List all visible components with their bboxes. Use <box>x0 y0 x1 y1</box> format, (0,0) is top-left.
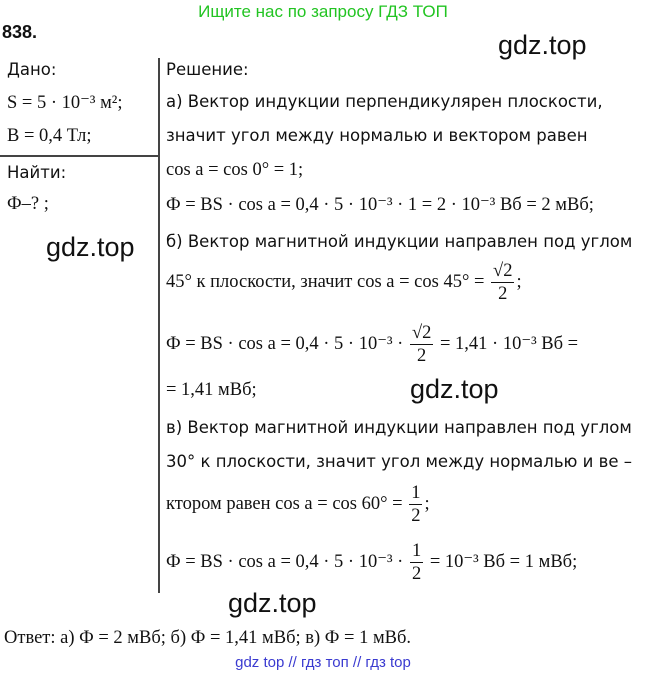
horizontal-divider <box>0 155 158 157</box>
fraction-sqrt2-over-2-b <box>410 322 433 367</box>
vertical-divider <box>158 58 160 593</box>
solution-b-line4: = 1,41 мВб; <box>166 380 257 400</box>
footer-links: gdz top // гдз топ // гдз top <box>235 654 411 671</box>
answer: Ответ: а) Ф = 2 мВб; б) Ф = 1,41 мВб; в) Ф = 1 мВб. <box>4 628 412 648</box>
solution-a-line4: Ф = BS · cos a = 0,4 · 5 · 10⁻³ · 1 = 2 · 10⁻³ Вб = 2 мВб; <box>166 195 594 215</box>
solution-b-line3 <box>166 322 578 367</box>
solution-c-line4-result: = 10⁻³ Вб = 1 мВб; <box>429 551 578 572</box>
fraction-denominator: 2 <box>411 564 422 584</box>
solution-b-line3-text: Ф = BS · cos a = 0,4 · 5 · 10⁻³ · <box>166 333 404 354</box>
given-b: B = 0,4 Тл; <box>7 126 92 146</box>
solution-a-line2: значит угол между нормалью и вектором равен <box>166 126 588 145</box>
fraction-numerator: 1 <box>411 483 421 503</box>
fraction-numerator: √2 <box>493 261 513 281</box>
watermark-4: gdz.top <box>228 588 317 618</box>
watermark-1: gdz.top <box>498 30 587 60</box>
solution-c-line3-text: ктором равен cos a = cos 60° = <box>166 493 403 514</box>
fraction-denominator: 2 <box>498 284 508 304</box>
solution-c-line3-end: ; <box>424 493 430 514</box>
solution-c-line4-text: Ф = BS · cos a = 0,4 · 5 · 10⁻³ · <box>166 551 404 572</box>
solution-b-line2-end: ; <box>516 271 522 292</box>
fraction-1-over-2-b <box>410 540 423 585</box>
watermark-2: gdz.top <box>46 232 135 262</box>
fraction-denominator: 2 <box>411 506 421 526</box>
fraction-denominator: 2 <box>417 346 427 366</box>
solution-header: Решение: <box>166 60 249 79</box>
solution-c-line4 <box>166 540 577 585</box>
find-header: Найти: <box>7 163 67 182</box>
solution-c-line3 <box>166 482 430 527</box>
given-s: S = 5 · 10⁻³ м²; <box>7 93 123 113</box>
solution-a-line3: cos a = cos 0° = 1; <box>166 160 304 180</box>
solution-b-line2 <box>166 260 522 305</box>
solution-c-line2: 30° к плоскости, значит угол между нормалью и ве – <box>166 452 633 471</box>
solution-a-line1: а) Вектор индукции перпендикулярен плоскости, <box>166 92 603 111</box>
fraction-numerator: 1 <box>411 541 422 561</box>
fraction-1-over-2 <box>409 482 422 527</box>
fraction-sqrt2-over-2 <box>491 260 514 305</box>
problem-number: 838. <box>2 22 38 42</box>
given-header: Дано: <box>7 60 57 79</box>
solution-c-line1: в) Вектор магнитной индукции направлен под углом <box>166 418 632 437</box>
fraction-numerator: √2 <box>411 323 432 343</box>
solution-b-line3-result: = 1,41 · 10⁻³ Вб = <box>439 333 579 354</box>
find-target: Ф–? ; <box>7 194 49 214</box>
watermark-3: gdz.top <box>410 374 499 404</box>
solution-b-line2-text: 45° к плоскости, значит cos a = cos 45° = <box>166 271 485 292</box>
solution-b-line1: б) Вектор магнитной индукции направлен под углом <box>166 232 633 251</box>
top-banner: Ищите нас по запросу ГДЗ ТОП <box>198 2 448 21</box>
